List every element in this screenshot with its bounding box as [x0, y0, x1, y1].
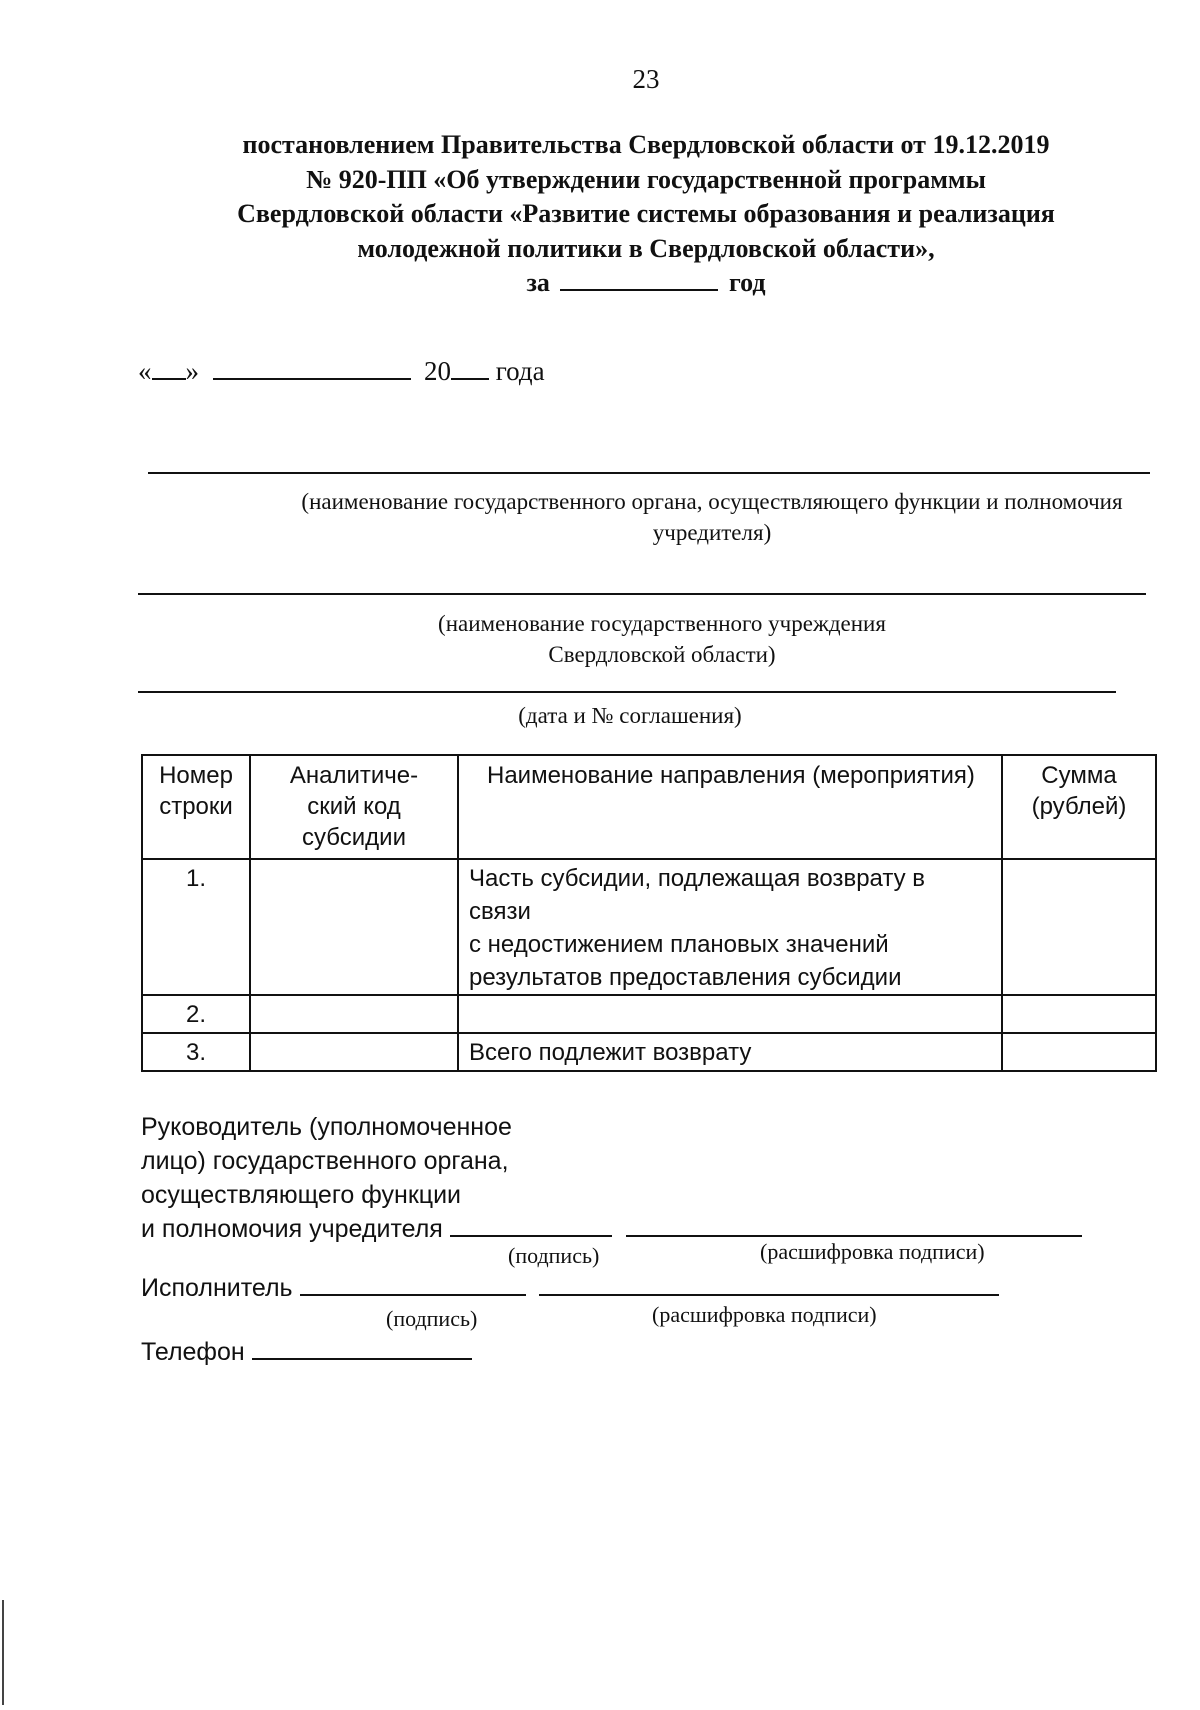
header-row-number [142, 755, 250, 859]
caption-line: (наименование государственного органа, осуществляющего функции и полномочия [301, 489, 1123, 514]
day-blank [152, 356, 186, 380]
cell-text: с недостижением плановых значений [469, 931, 889, 958]
cell-row-number: 3. [142, 1033, 250, 1071]
cell-direction [458, 859, 1002, 995]
title-line: Свердловской области «Развитие системы образования и реализация [237, 199, 1055, 228]
year-blank-date [451, 356, 489, 380]
year-suffix: год [728, 268, 766, 297]
cell-row-number: 1. [142, 859, 250, 995]
founder-body-line [148, 472, 1150, 474]
header-text: (рублей) [1031, 793, 1127, 820]
refund-table [141, 754, 1157, 1072]
caption-line: Свердловской области) [548, 642, 776, 667]
title-line: № 920-ПП «Об утверждении государственной программы [306, 164, 986, 194]
executor-signature-field[interactable] [300, 1274, 526, 1296]
cell-text: результатов предоставления субсидии [469, 964, 902, 991]
head-signature-field[interactable] [450, 1215, 612, 1237]
page-number: 23 [632, 64, 660, 94]
year-word: года [495, 356, 545, 386]
header-text: Сумма [1041, 762, 1117, 789]
header-amount [1002, 755, 1156, 859]
executor-decoding-field[interactable] [539, 1274, 999, 1296]
phone-label: Телефон [141, 1338, 245, 1366]
head-signature-block [141, 1110, 1082, 1246]
header-analytic-code [250, 755, 458, 859]
cell-amount [1002, 1033, 1156, 1071]
head-line: осуществляющего функции [141, 1181, 462, 1209]
document-title [120, 128, 1172, 301]
head-signature-caption: (подпись) [508, 1243, 600, 1268]
agreement-caption: (дата и № соглашения) [518, 703, 742, 728]
month-blank [213, 356, 411, 380]
founder-body-caption [182, 486, 1200, 548]
executor-decoding-caption: (расшифровка подписи) [652, 1302, 877, 1327]
phone-field[interactable] [252, 1338, 472, 1360]
date-line [138, 356, 545, 387]
head-line: лицо) государственного органа, [141, 1147, 509, 1175]
table-row [142, 1033, 1156, 1071]
head-decoding-caption: (расшифровка подписи) [760, 1239, 985, 1264]
cell-text: Часть субсидии, подлежащая возврату в связи [469, 865, 926, 925]
institution-line [138, 593, 1146, 595]
table-header-row [142, 755, 1156, 859]
head-line: и полномочия учредителя [141, 1215, 443, 1243]
scan-edge-mark [2, 1600, 4, 1705]
title-line: молодежной политики в Свердловской области», [357, 233, 935, 263]
header-text: строки [159, 793, 233, 820]
header-text: Аналитиче- [289, 762, 419, 789]
header-text: Номер [159, 762, 233, 789]
executor-signature-caption: (подпись) [386, 1306, 478, 1331]
executor-label: Исполнитель [141, 1274, 293, 1302]
cell-row-number: 2. [142, 995, 250, 1033]
caption-line: учредителя) [652, 520, 772, 545]
head-line: Руководитель (уполномоченное [141, 1113, 512, 1141]
year-prefix: за [526, 268, 550, 297]
header-text: ский код [307, 793, 401, 820]
institution-caption [362, 608, 962, 670]
cell-analytic-code [250, 1033, 458, 1071]
cell-direction: Всего подлежит возврату [458, 1033, 1002, 1071]
title-line: постановлением Правительства Свердловской области от 19.12.2019 [242, 130, 1050, 159]
phone-line [141, 1338, 472, 1367]
title-year-line [120, 266, 1172, 301]
header-direction: Наименование направления (мероприятия) [458, 755, 1002, 859]
header-text: субсидии [302, 824, 406, 851]
table-row [142, 995, 1156, 1033]
table-row [142, 859, 1156, 995]
cell-direction [458, 995, 1002, 1033]
cell-analytic-code [250, 859, 458, 995]
year-prefix-date: 20 [424, 356, 451, 386]
cell-amount [1002, 859, 1156, 995]
open-quote: « [138, 356, 152, 386]
year-blank [560, 267, 718, 291]
head-decoding-field[interactable] [626, 1215, 1082, 1237]
executor-line [141, 1274, 999, 1303]
cell-analytic-code [250, 995, 458, 1033]
agreement-line [138, 691, 1116, 693]
cell-amount [1002, 995, 1156, 1033]
caption-line: (наименование государственного учреждения [438, 611, 886, 636]
close-quote: » [185, 356, 199, 386]
